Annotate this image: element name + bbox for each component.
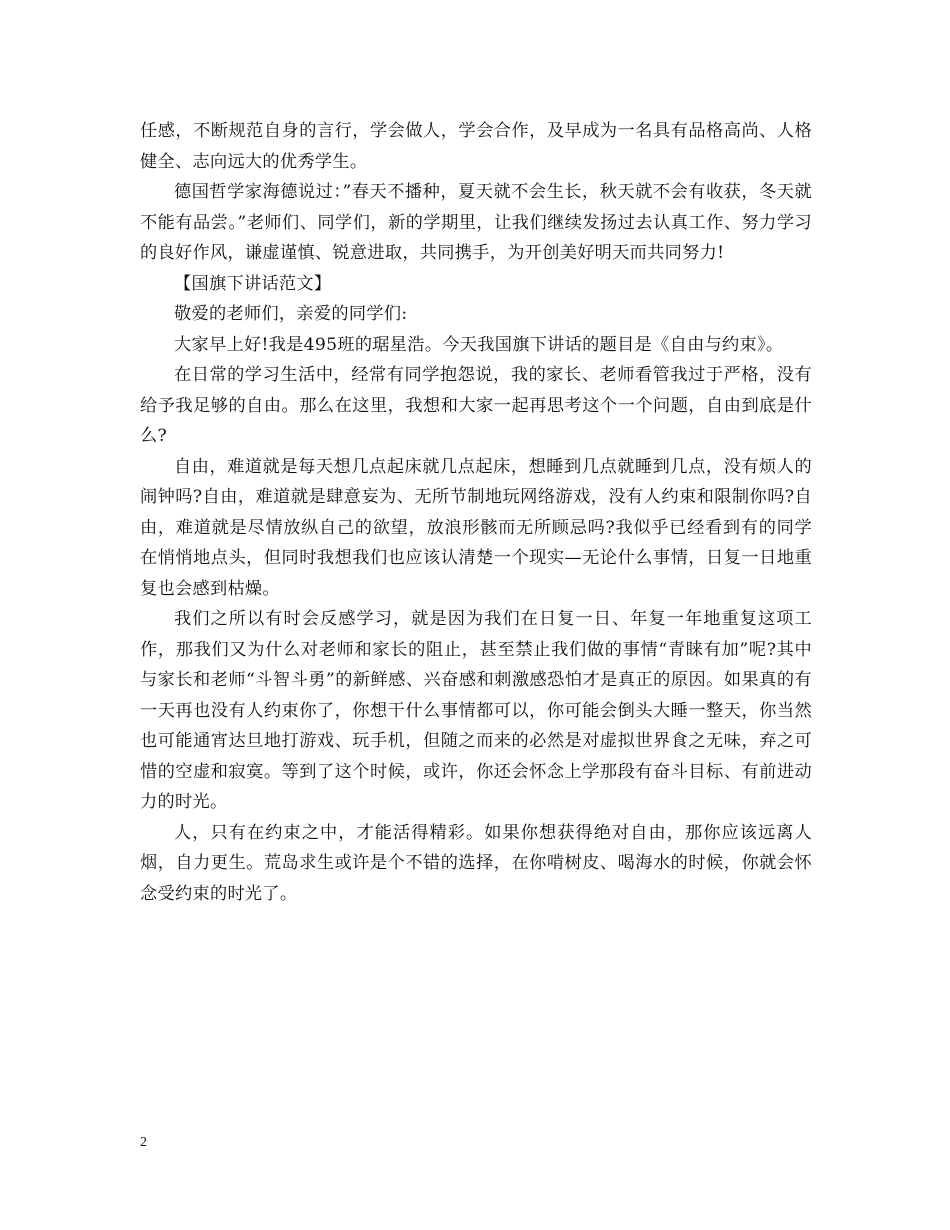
section-heading: 【国旗下讲话范文】	[174, 273, 332, 294]
paragraph: 德国哲学家海德说过：”春天不播种，夏天就不会生长，秋天就不会有收获，冬天就不能有品尝。”老师们、同学们，新的学期里，让我们继续发扬过去认真工作、努力学习的良好作风，谦虚谨慎、锐意进取，共同携手，为开创美好明天而共同努力!	[140, 182, 812, 263]
page-number: 2	[140, 1135, 147, 1150]
paragraph: 人，只有在约束之中，才能活得精彩。如果你想获得绝对自由，那你应该远离人烟，自力更生。荒岛求生或许是个不错的选择，在你啃树皮、喝海水的时候，你就会怀念受约束的时光了。	[140, 822, 812, 904]
document-body	[140, 116, 812, 909]
salutation: 敬爱的老师们，亲爱的同学们:	[174, 304, 408, 324]
paragraph: 自由，难道就是每天想几点起床就几点起床，想睡到几点就睡到几点，没有烦人的闹钟吗?自由，难道就是肆意妄为、无所节制地玩网络游戏，没有人约束和限制你吗?自由，难道就是尽情放纵自己的欲望，放浪形骸而无所顾忌吗?我似乎已经看到有的同学在悄悄地点头，但同时我想我们也应该认清楚一个现实—无论什么事情，日复一日地重复也会感到枯燥。	[140, 456, 812, 599]
paragraph: 大家早上好!我是495班的琚星浩。今天我国旗下讲话的题目是《自由与约束》。	[174, 334, 784, 355]
paragraph: 任感，不断规范自身的言行，学会做人，学会合作，及早成为一名具有品格高尚、人格健全、志向远大的优秀学生。	[140, 121, 812, 172]
paragraph: 在日常的学习生活中，经常有同学抱怨说，我的家长、老师看管我过于严格，没有给予我足够的自由。那么在这里，我想和大家一起再思考这个一个问题，自由到底是什么?	[140, 365, 812, 446]
paragraph: 我们之所以有时会反感学习，就是因为我们在日复一日、年复一年地重复这项工作，那我们又为什么对老师和家长的阻止，甚至禁止我们做的事情“青睐有加”呢?其中与家长和老师“斗智斗勇”的新鲜感、兴奋感和刺激感恐怕才是真正的原因。如果真的有一天再也没有人约束你了，你想干什么事情都可以，你可能会倒头大睡一整天，你当然也可能通宵达旦地打游戏、玩手机，但随之而来的必然是对虚拟世界食之无味，弃之可惜的空虚和寂寞。等到了这个时候，或许，你还会怀念上学那段有奋斗目标、有前进动力的时光。	[140, 609, 812, 812]
